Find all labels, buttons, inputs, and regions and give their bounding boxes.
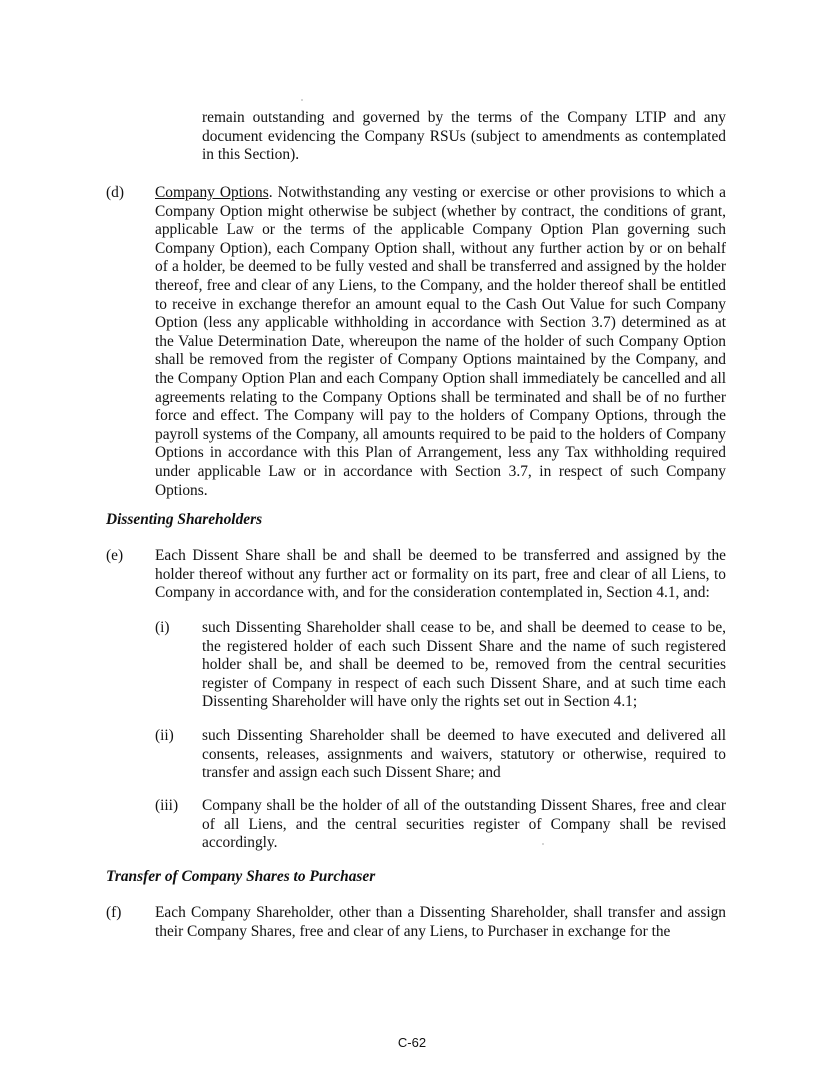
clause-e-paragraph: Each Dissent Share shall be and shall be deemed to be transferred and assigned by the holder thereof without any further act or formality on its part, free and clear of all Liens, to Company in accordance with, and for the consideration contemplated in, Section 4.1, and: xyxy=(155,547,726,602)
subclause-i-label: (i) xyxy=(155,619,170,636)
clause-d-title: Company Options xyxy=(155,184,269,201)
subclause-iii-label: (iii) xyxy=(155,797,179,814)
subclause-ii-paragraph: such Dissenting Shareholder shall be deemed to have executed and delivered all consents, releases, assignments and waivers, statutory or otherwise, required to transfer and assign each such Dissent Share; and xyxy=(202,727,726,782)
clause-d-body: . Notwithstanding any vesting or exercise or other provisions to which a Company Option might otherwise be subject (whether by contract, the conditions of grant, applicable Law or the terms of the applicable Company Option Plan governing such Company Option), each Company Option shall, without any further action by or on behalf of a holder, be deemed to be fully vested and shall be transferred and assigned by the holder thereof, free and clear of any Liens, to the Company, and the holder thereof shall be entitled to receive in exchange therefor an amount equal to the Cash Out Value for such Company Option (less any applicable withholding in accordance with Section 3.7) determined as at the Value Determination Date, whereupon the name of the holder of such Company Option shall be removed from the register of Company Options maintained by the Company, and the Company Option Plan and each Company Option shall immediately be cancelled and all agreements relating to the Company Options shall be terminated and shall be of no further force and effect. The Company will pay to the holders of Company Options, through the payroll systems of the Company, all amounts required to be paid to the holders of Company Options in accordance with this Plan of Arrangement, less any Tax withholding required under applicable Law or in accordance with Section 3.7, in respect of such Company Options. xyxy=(155,184,726,499)
scan-speck xyxy=(301,99,303,101)
page-number: C-62 xyxy=(397,1035,427,1050)
subclause-i-paragraph: such Dissenting Shareholder shall cease to be, and shall be deemed to cease to be, the registered holder of each such Dissent Share and the name of such registered holder shall be, and shall be deemed to be, removed from the central securities register of Company in respect of each such Dissent Share, and at such time each Dissenting Shareholder will have only the rights set out in Section 4.1; xyxy=(202,619,726,711)
subclause-iii-paragraph: Company shall be the holder of all of the outstanding Dissent Shares, free and clear of all Liens, and the central securities register of Company shall be revised accordingly. xyxy=(202,797,726,852)
clause-d-paragraph xyxy=(155,184,726,500)
section-heading-dissenting-shareholders: Dissenting Shareholders xyxy=(106,511,263,528)
clause-f-paragraph: Each Company Shareholder, other than a Dissenting Shareholder, shall transfer and assign their Company Shares, free and clear of any Liens, to Purchaser in exchange for the xyxy=(155,904,726,940)
subclause-ii-label: (ii) xyxy=(155,727,174,744)
clause-f-label: (f) xyxy=(106,904,122,921)
continuation-paragraph: remain outstanding and governed by the terms of the Company LTIP and any document evidencing the Company RSUs (subject to amendments as contemplated in this Section). xyxy=(202,109,726,164)
clause-e-label: (e) xyxy=(106,547,124,564)
section-heading-transfer-of-company-shares: Transfer of Company Shares to Purchaser xyxy=(106,868,376,885)
clause-d-label: (d) xyxy=(106,184,124,201)
